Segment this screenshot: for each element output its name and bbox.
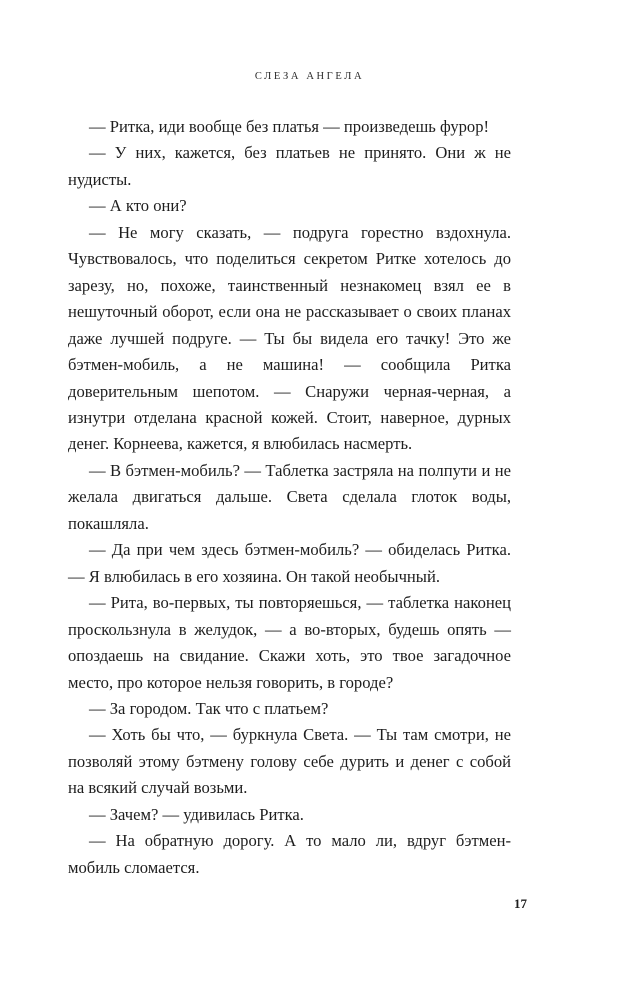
body-text [68, 114, 511, 881]
page-number: 17 [514, 896, 527, 911]
paragraph: — А кто они? [89, 196, 187, 216]
paragraph: — Хоть бы что, — буркнула Света. — Ты там смотри, не позволяй этому бэтмену голову себе дурить и денег с собой на всякий случай возьми. [68, 725, 511, 798]
paragraph: — Да при чем здесь бэтмен-мобиль? — обиделась Ритка. — Я влюбилась в его хозяина. Он такой необычный. [68, 540, 511, 586]
paragraph: — У них, кажется, без платьев не принято. Они ж не нудисты. [68, 143, 511, 189]
paragraph: — Не могу сказать, — подруга горестно вздохнула. Чувствовалось, что поделиться секретом Ритке хотелось до зарезу, но, похоже, таинственный незнакомец взял ее в нешуточный оборот, если она не рассказывает о своих планах даже лучшей подруге. — Ты бы видела его тачку! Это же бэтмен-мобиль, а не машина! — сообщила Ритка доверительным шепотом. — Снаружи черная-черная, а изнутри отделана красной кожей. Стоит, наверное, дурных денег. Корнеева, кажется, я влюбилась насмерть. [68, 222, 511, 454]
running-header: СЛЕЗА АНГЕЛА [254, 71, 365, 82]
paragraph: — Рита, во-первых, ты повторяешься, — таблетка наконец проскользнула в желудок, — а во-вторых, будешь опять — опоздаешь на свидание. Скажи хоть, это твое загадочное место, про которое нельзя говорить, в городе? [68, 593, 511, 692]
paragraph: — Зачем? — удивилась Ритка. [89, 804, 304, 824]
paragraph: — За городом. Так что с платьем? [89, 698, 329, 718]
paragraph: — Ритка, иди вообще без платья — произведешь фурор! [89, 117, 490, 136]
paragraph: — В бэтмен-мобиль? — Таблетка застряла на полпути и не желала двигаться дальше. Света сделала глоток воды, покашляла. [68, 460, 511, 533]
paragraph: — На обратную дорогу. А то мало ли, вдруг бэтмен-мобиль сломается. [68, 831, 511, 877]
